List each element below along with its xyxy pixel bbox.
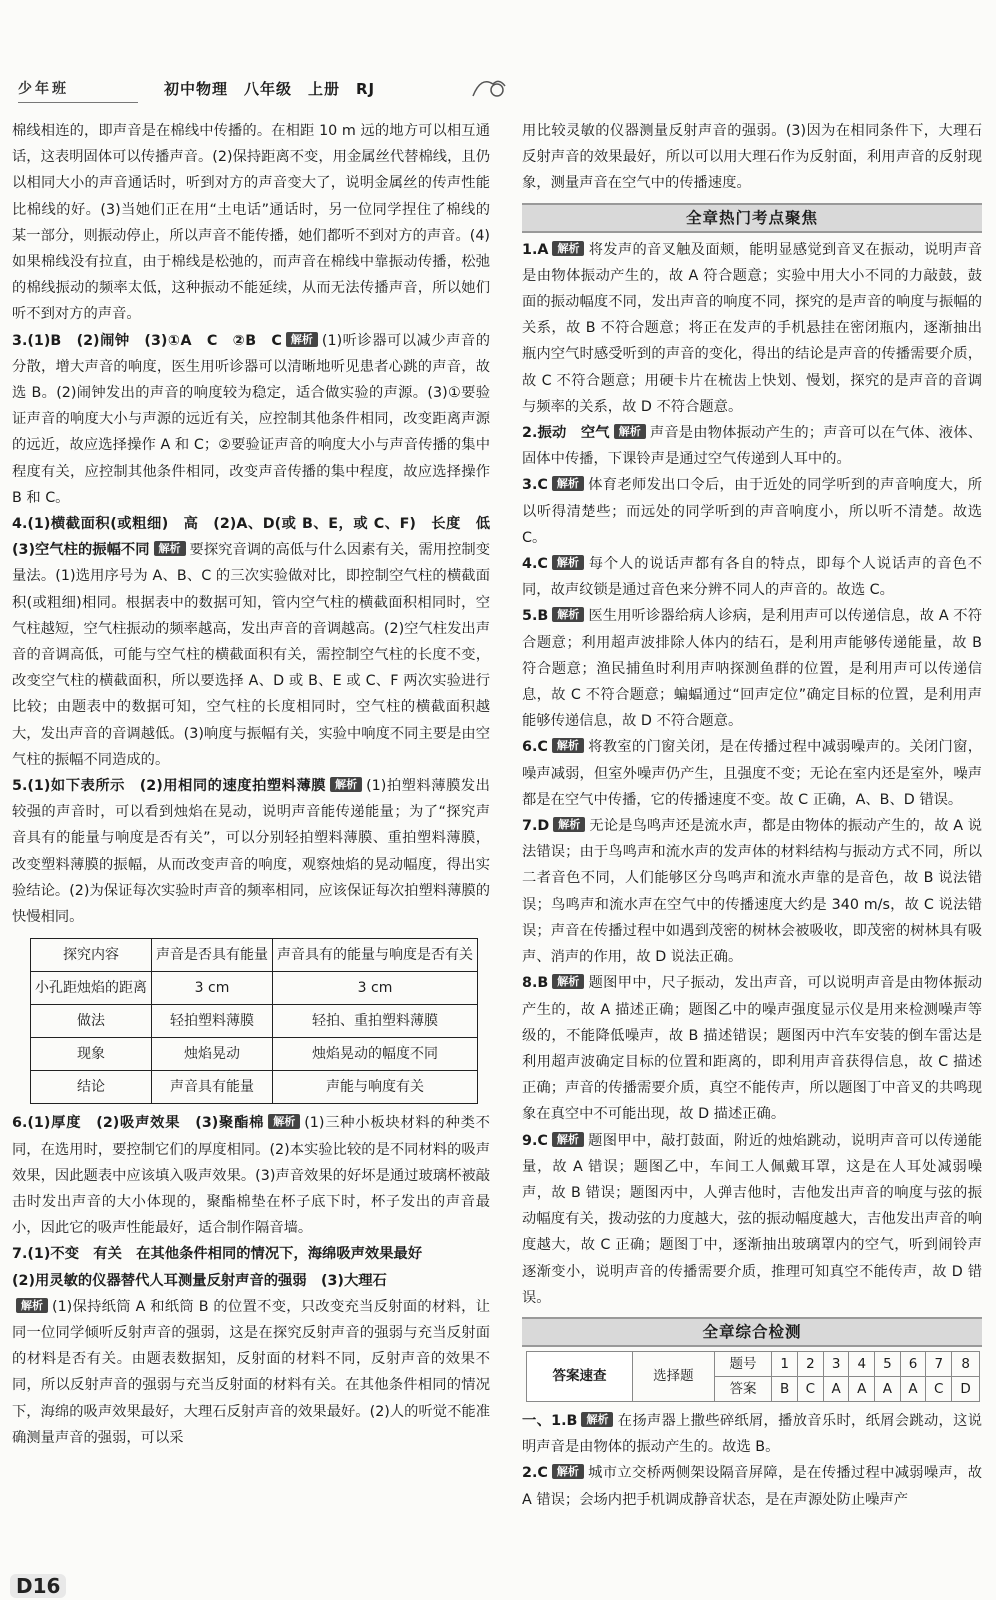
analysis-badge: 解析 (581, 1412, 613, 1427)
answer-item (522, 420, 982, 472)
analysis-text: 将发声的音叉触及面颊，能明显感觉到音叉在振动，说明声音是由物体振动产生的，故 A 符合题意；实验中用大小不同的力敲鼓，鼓面的振动幅度不同，发出声音的响度不同，探究的是声音的响度与振幅的关系，故 B 不符合题意；将正在发声的手机悬挂在密闭瓶内，逐渐抽出瓶内空气时感受听到的声音的变化，得出的结论是声音的传播需要介质，故 C 不符合题意；用硬卡片在梳齿上快划、慢划，探究的是声音的音调与频率的关系，故 D 不符合题意。 (522, 241, 982, 415)
left-column (12, 118, 505, 1451)
answer-item (522, 1408, 982, 1460)
bird-doodle-icon (469, 72, 509, 102)
page-number: D16 (10, 1574, 66, 1598)
table-cell: C (926, 1376, 952, 1401)
section-title: 全章热门考点聚焦 (522, 203, 982, 233)
row-label: 答案 (714, 1376, 772, 1401)
analysis-text: 题图甲中，敲打鼓面，附近的烛焰跳动，说明声音可以传递能量，故 A 错误；题图乙中，车间工人佩戴耳罩，这是在人耳处减弱噪声，故 B 错误；题图丙中，人弹吉他时，吉他发出声音的响度与弦的振动幅度有关，拨动弦的力度越大，弦的振动幅度越大，吉他发出声音的响度越大，故 C 正确；题图丁中，逐渐抽出玻璃罩内的空气，听到闹铃声逐渐变小，说明声音的传播需要介质，推理可知真空不能传声，故 D 错误。 (522, 1132, 982, 1306)
answer-item (522, 1460, 982, 1512)
table-header-row (31, 939, 478, 972)
answer-key: 9.C (522, 1132, 548, 1149)
table-cell: 8 (952, 1351, 980, 1376)
answer-key: 7.D (522, 818, 550, 835)
table-cell: 探究内容 (31, 939, 152, 972)
analysis-badge: 解析 (16, 1298, 48, 1313)
analysis-badge: 解析 (154, 541, 186, 556)
analysis-badge: 解析 (552, 738, 584, 753)
right-column (522, 118, 982, 1513)
experiment-table (30, 938, 478, 1104)
table-row (31, 972, 478, 1005)
answer-badge: 答案速查 (527, 1351, 633, 1401)
analysis-text: 医生用听诊器给病人诊病，是利用声可以传递信息，故 A 不符合题意；利用超声波排除人体内的结石，是利用声能够传递能量，故 B 符合题意；渔民捕鱼时利用声呐探测鱼群的位置，是利用声可以传递信息，故 C 不符合题意；蝙蝠通过“回声定位”确定目标的位置，是利用声能够传递信息，故 D 不符合题意。 (522, 608, 982, 730)
answer-key: 2.C (522, 1465, 548, 1482)
table-row (31, 1071, 478, 1104)
answer-item (522, 551, 982, 603)
answer-item (522, 734, 982, 813)
table-cell: 5 (875, 1351, 901, 1376)
analysis-badge: 解析 (286, 332, 318, 347)
answer-item (12, 1241, 490, 1267)
table-cell: 烛焰晃动 (152, 1038, 273, 1071)
analysis-badge: 解析 (614, 424, 646, 439)
analysis-badge: 解析 (552, 555, 584, 570)
header-title: 初中物理 八年级 上册 RJ (164, 80, 376, 98)
answer-item (522, 603, 982, 734)
answer-quick-check-table (526, 1351, 980, 1402)
answer-key: 4.C (522, 556, 548, 573)
analysis-text: 要探究音调的高低与什么因素有关，需用控制变量法。(1)选用序号为 A、B、C 的三次实验做对比，即控制空气柱的横截面积(或粗细)相同。根据表中的数据可知，管内空气柱的横截面积相同时，空气柱越短，空气柱振动的频率越高，发出声音的音调越高。(2)空气柱发出声音的音调高低，可能与空气柱的横截面积有关，需控制空气柱的长度不变，改变空气柱的横截面积，所以要选择 A、D 或 B、E 或 C、F 两次实验进行比较；由题表中的数据可知，空气柱的长度相同时，空气柱的横截面积越大，发出声音的音调越低。(3)响度与振幅有关，实验中响度不同主要是由空气柱的振幅不同造成的。 (12, 542, 491, 768)
answer-item (522, 813, 982, 970)
brand-logo: 少年班 (18, 78, 138, 103)
table-cell: 6 (900, 1351, 926, 1376)
table-cell: 3 cm (152, 972, 273, 1005)
answer-item (522, 970, 982, 1127)
answer-key: 3.(1)B (2)闹钟 (3)①A C ②B C (12, 332, 282, 349)
paragraph: 用比较灵敏的仪器测量反射声音的强弱。(3)因为在相同条件下，大理石反射声音的效果最好，所以可以用大理石作为反射面，利用声音的反射现象，测量声音在空气中的传播速度。 (522, 123, 982, 192)
analysis-text: 无论是鸟鸣声还是流水声，都是由物体的振动产生的，故 A 说法错误；由于鸟鸣声和流水声的发声体的材料结构与振动方式不同，所以二者音色不同，人们能够区分鸟鸣声和流水声靠的是音色，故 B 说法错误；鸟鸣声和流水声在空气中的传播速度大约是 340 m/s，故 C 说法错误；声音在传播过程中如遇到茂密的树林会被吸收，即茂密的树林具有吸声、消声的作用，故 D 说法正确。 (522, 818, 982, 966)
answer-key: 2.振动 空气 (522, 425, 610, 442)
answer-item (12, 328, 490, 511)
analysis-text: (1)三种小板块材料的种类不同，在选用时，要控制它们的厚度相同。(2)本实验比较的是不同材料的吸声效果，因此题表中应该填入吸声效果。(3)声音效果的好坏是通过玻璃杯被敲击时发出声音的大小体现的，聚酯棉垫在杯子底下时，杯子发出的声音最小，因此它的吸声性能最好，适合制作隔音墙。 (12, 1115, 490, 1237)
answer-item (12, 511, 505, 773)
table-row (31, 1038, 478, 1071)
table-cell: 烛焰晃动的幅度不同 (273, 1038, 478, 1071)
table-cell: 声音具有能量 (152, 1071, 273, 1104)
analysis-text: 每个人的说话声都有各自的特点，即每个人说话声的音色不同，故声纹锁是通过音色来分辨不同人的声音的。故选 C。 (522, 556, 982, 599)
table-cell: 结论 (31, 1071, 152, 1104)
analysis-badge: 解析 (552, 607, 584, 622)
analysis-text: (1)保持纸筒 A 和纸筒 B 的位置不变，只改变充当反射面的材料，让同一位同学倾听反射声音的强弱，这是在探究反射声音的强弱与充当反射面的材料是否有关。由题表数据知，反射面的材料不同，反射声音的效果不同，所以反射声音的强弱与充当反射面的材料有关。在其他条件相同的情况下，海绵的吸声效果最好，大理石反射声音的效果最好。(2)人的听觉不能准确测量声音的强弱，可以采 (12, 1298, 490, 1446)
page-header (14, 72, 494, 104)
table-cell: 声音是否具有能量 (152, 939, 273, 972)
table-cell: A (875, 1376, 901, 1401)
analysis-badge: 解析 (268, 1114, 300, 1129)
answer-key: 3.C (522, 477, 548, 494)
analysis-badge: 解析 (553, 817, 585, 832)
table-cell: 现象 (31, 1038, 152, 1071)
analysis-text: (1)拍塑料薄膜发出较强的声音时，可以看到烛焰在晃动，说明声音能传递能量；为了“探究声音具有的能量与响度是否有关”，可以分别轻拍塑料薄膜、重拍塑料薄膜，改变塑料薄膜的振幅，从而改变声音的响度，观察烛焰的晃动幅度，得出实验结论。(2)为保证每次实验时声音的频率相同，应该保证每次拍塑料薄膜的快慢相同。 (12, 778, 490, 926)
row-label: 题号 (714, 1351, 772, 1376)
table-row (527, 1351, 980, 1376)
analysis-text: 将教室的门窗关闭，是在传播过程中减弱噪声的。关闭门窗，噪声减弱，但室外噪声仍产生，且强度不变；无论在室内还是室外，噪声都是在空气中传播，它的传播速度不变。故 C 正确，A、B、D 错误。 (522, 739, 982, 808)
answer-key: 1.A (522, 241, 549, 258)
table-cell: A (823, 1376, 849, 1401)
answer-key: 5.B (522, 608, 549, 625)
answer-key: 6.C (522, 739, 548, 756)
table-row (31, 1005, 478, 1038)
table-cell: 轻拍、重拍塑料薄膜 (273, 1005, 478, 1038)
paragraph: 棉线相连的，即声音是在棉线中传播的。在相距 10 m 远的地方可以相互通话，这表明固体可以传播声音。(2)保持距离不变，用金属丝代替棉线，且仍以相同大小的声音通话时，听到对方的声音变大了，说明金属丝的传声性能比棉线的好。(3)当她们正在用“土电话”通话时，另一位同学捏住了棉线的某一部分，则振动停止，所以声音不能传播，她们都听不到对方的声音。(4)如果棉线没有拉直，由于棉线是松弛的，而声音在棉线中靠振动传播，松弛的棉线振动的频率太低，这种振动不能延续，从而无法传播声音，所以她们听不到对方的声音。 (12, 123, 490, 323)
group-label: 选择题 (633, 1351, 715, 1401)
answer-item (522, 1128, 982, 1311)
table-cell: 1 (772, 1351, 798, 1376)
table-cell: 小孔距烛焰的距离 (31, 972, 152, 1005)
analysis-badge: 解析 (552, 476, 584, 491)
table-cell: B (772, 1376, 798, 1401)
answer-key: 5.(1)如下表所示 (2)用相同的速度拍塑料薄膜 (12, 778, 327, 795)
answer-item (522, 472, 982, 551)
table-cell: 4 (849, 1351, 875, 1376)
analysis-badge: 解析 (552, 974, 584, 989)
analysis-badge: 解析 (330, 777, 362, 792)
answer-item (12, 1294, 490, 1451)
table-cell: 做法 (31, 1005, 152, 1038)
table-cell: 7 (926, 1351, 952, 1376)
table-cell: A (849, 1376, 875, 1401)
table-cell: 声音具有的能量与响度是否有关 (273, 939, 478, 972)
table-cell: C (797, 1376, 823, 1401)
answer-key: 4.(1)横截面积(或粗细) 高 (2)A、D(或 B、E，或 C、F) 长度 低 (3)空气柱的振幅不同 (12, 516, 505, 559)
analysis-text: 题图甲中，尺子振动，发出声音，可以说明声音是由物体振动产生的，故 A 描述正确；题图乙中的噪声强度显示仪是用来检测噪声等级的，不能降低噪声，故 B 描述错误；题图丙中汽车安装的倒车雷达是利用超声波确定目标的位置和距离的，即利用声音获得信息，故 C 描述正确；声音的传播需要介质，真空不能传声，所以题图丁中音叉的共鸣现象在真空中不可能出现，故 D 描述正确。 (522, 975, 982, 1123)
section-title: 全章综合检测 (522, 1317, 982, 1347)
answer-item (12, 773, 490, 930)
answer-key: 一、1.B (522, 1412, 578, 1429)
analysis-text: (1)听诊器可以减少声音的分散，增大声音的响度，医生用听诊器可以清晰地听见患者心跳的声音，故选 B。(2)闹钟发出的声音的响度较为稳定，适合做实验的声源。(3)①要验证声音的响度大小与声源的远近有关，应控制其他条件相同，改变距离声源的远近，故应选择操作 A 和 C；②要验证声音的响度大小与声音传播的集中程度有关，应控制其他条件相同，改变声音传播的集中程度，故应选择操作 B 和 C。 (12, 332, 490, 506)
analysis-badge: 解析 (552, 1132, 584, 1147)
answer-key: (2)用灵敏的仪器替代人耳测量反射声音的强弱 (3)大理石 (12, 1272, 387, 1289)
analysis-badge: 解析 (552, 1464, 584, 1479)
analysis-text: 城市立交桥两侧架设隔音屏障，是在传播过程中减弱噪声，故 A 错误；会场内把手机调成静音状态，是在声源处防止噪声产 (522, 1465, 982, 1508)
answer-item (12, 1268, 490, 1294)
table-cell: 2 (797, 1351, 823, 1376)
table-cell: 3 (823, 1351, 849, 1376)
answer-key: 6.(1)厚度 (2)吸声效果 (3)聚酯棉 (12, 1115, 265, 1132)
analysis-text: 体育老师发出口令后，由于近处的同学听到的声音响度大，所以听得清楚些；而远处的同学听到的声音响度小，所以听不清楚。故选 C。 (522, 477, 982, 546)
table-cell: A (900, 1376, 926, 1401)
table-cell: 声能与响度有关 (273, 1071, 478, 1104)
analysis-text: 声音是由物体振动产生的；声音可以在气体、液体、固体中传播，下课铃声是通过空气传递到人耳中的。 (522, 425, 982, 468)
table-cell: D (952, 1376, 980, 1401)
answer-item (12, 1110, 490, 1241)
table-cell: 轻拍塑料薄膜 (152, 1005, 273, 1038)
table-cell: 3 cm (273, 972, 478, 1005)
answer-item (522, 237, 982, 420)
analysis-badge: 解析 (552, 241, 584, 256)
answer-key: 8.B (522, 975, 549, 992)
answer-key: 7.(1)不变 有关 在其他条件相同的情况下，海绵吸声效果最好 (12, 1246, 423, 1263)
analysis-text: 在扬声器上撒些碎纸屑，播放音乐时，纸屑会跳动，这说明声音是由物体的振动产生的。故选 B。 (522, 1412, 983, 1456)
